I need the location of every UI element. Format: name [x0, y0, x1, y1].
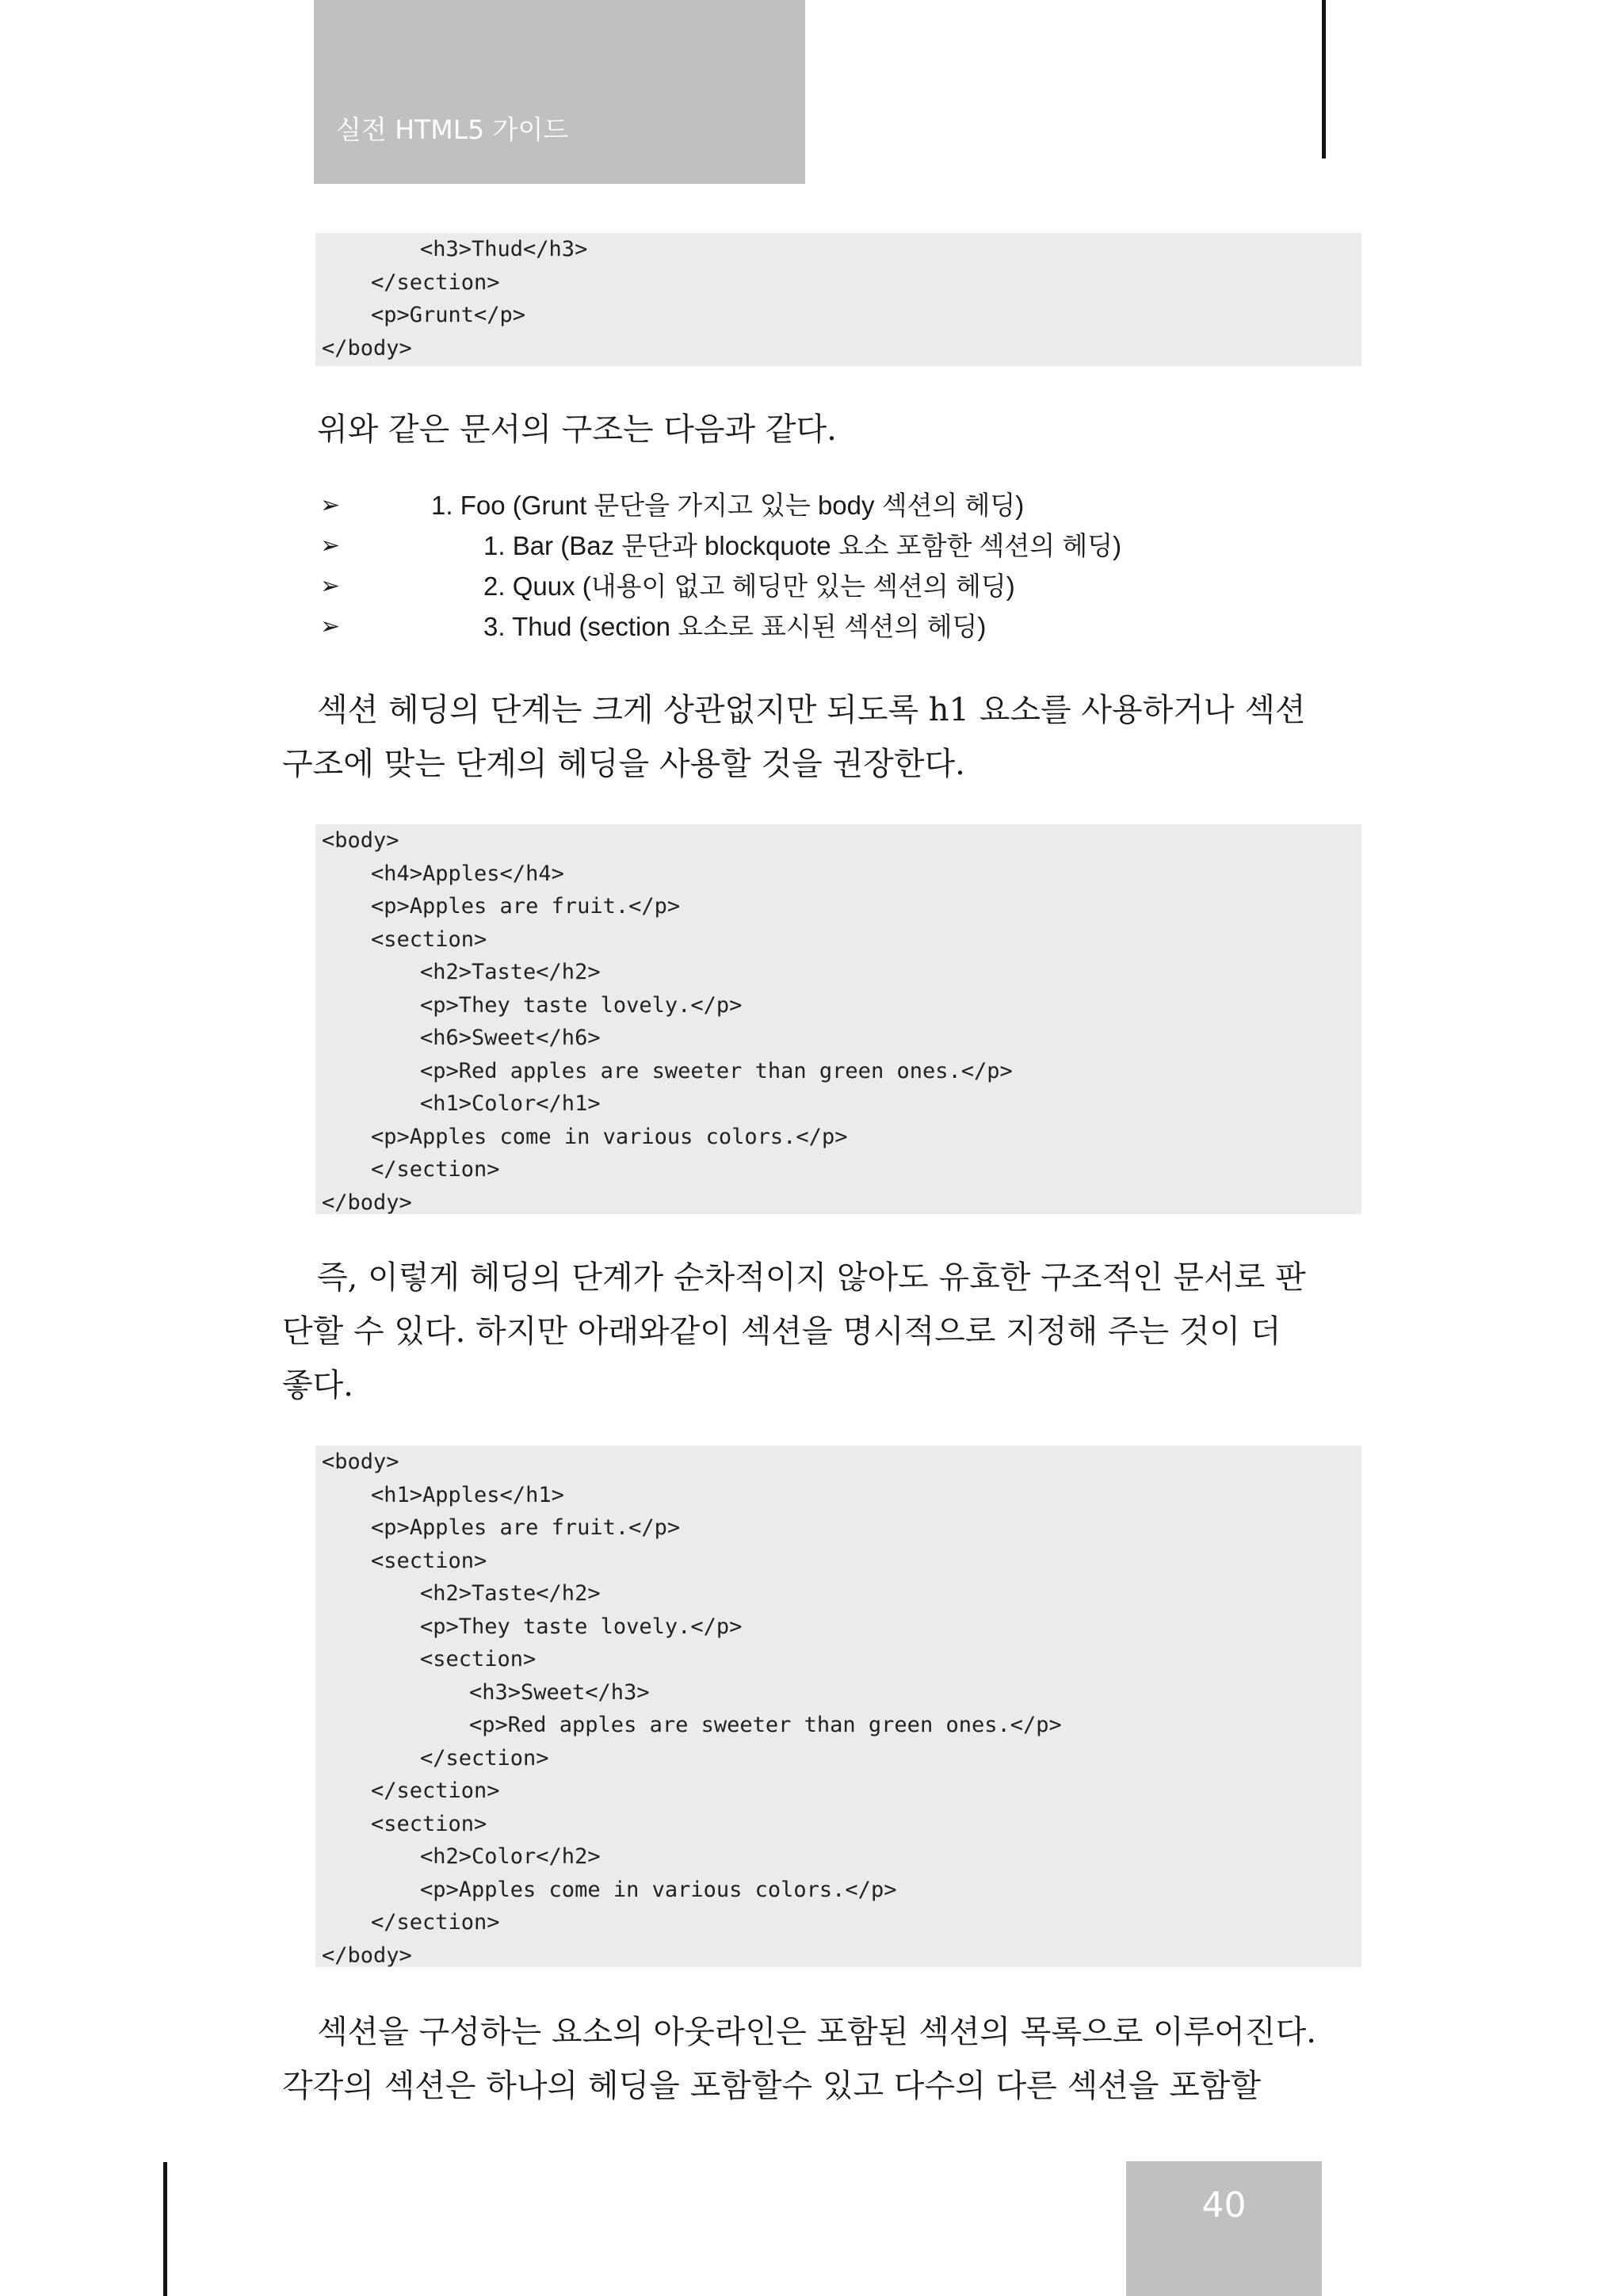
paragraph-line: 위와 같은 문서의 구조는 다음과 같다. [317, 411, 837, 448]
code-line: <h1>Apples</h1> [371, 1482, 564, 1507]
top-vertical-rule [1322, 0, 1326, 159]
code-line: <p>They taste lovely.</p> [420, 1614, 743, 1639]
arrow-bullet-icon: ➢ [320, 572, 341, 600]
code-line: <h2>Taste</h2> [420, 960, 601, 984]
code-block [315, 1446, 1361, 1967]
code-line: <p>Apples come in various colors.</p> [420, 1877, 897, 1902]
page-number: 40 [1201, 2185, 1247, 2225]
code-line: </body> [322, 335, 412, 361]
code-line: </section> [371, 1157, 500, 1182]
code-line: </section> [371, 269, 500, 295]
arrow-bullet-icon: ➢ [320, 613, 341, 640]
code-line: <h2>Color</h2> [420, 1844, 601, 1869]
code-line: <h3>Thud</h3> [420, 237, 588, 262]
paragraph-line: 각각의 섹션은 하나의 헤딩을 포함할수 있고 다수의 다른 섹션을 포함할 [282, 2068, 1261, 2104]
body-paragraph [282, 403, 1392, 457]
list-item [320, 606, 1350, 647]
arrow-bullet-icon: ➢ [320, 491, 341, 519]
code-line: <h3>Sweet</h3> [469, 1679, 650, 1705]
list-item [320, 566, 1350, 606]
code-line: <h6>Sweet</h6> [420, 1026, 601, 1050]
list-item [320, 525, 1350, 566]
code-line: <section> [420, 1647, 537, 1671]
body-paragraph [282, 1251, 1392, 1412]
paragraph-line: 즉, 이렇게 헤딩의 단계가 순차적이지 않아도 유효한 구조적인 문서로 판 [317, 1259, 1306, 1296]
paragraph-line: 구조에 맞는 단계의 헤딩을 사용할 것을 권장한다. [282, 746, 965, 782]
code-line: </body> [322, 1943, 412, 1968]
list-item [320, 485, 1350, 525]
paragraph-line: 섹션을 구성하는 요소의 아웃라인은 포함된 섹션의 목록으로 이루어진다. [317, 2014, 1316, 2050]
code-line: </body> [322, 1190, 412, 1215]
book-title: 실전 HTML5 가이드 [336, 114, 569, 145]
list-item-text: 2. Quux (내용이 없고 헤딩만 있는 섹션의 헤딩) [483, 571, 1015, 601]
arrow-bullet-icon: ➢ [320, 532, 341, 560]
code-line: <p>They taste lovely.</p> [420, 992, 743, 1018]
bottom-vertical-rule [163, 2162, 167, 2296]
list-item-text: 1. Bar (Baz 문단과 blockquote 요소 포함한 섹션의 헤딩) [483, 531, 1122, 560]
code-block [315, 233, 1361, 366]
outline-list [320, 485, 1350, 647]
code-line: </section> [371, 1778, 500, 1803]
code-line: <p>Red apples are sweeter than green ones.</p> [420, 1058, 1013, 1083]
body-paragraph [282, 2005, 1392, 2113]
code-line: <section> [371, 926, 487, 952]
code-line: <h2>Taste</h2> [420, 1581, 601, 1606]
code-line: <body> [322, 828, 399, 853]
code-line: <p>Apples are fruit.</p> [371, 894, 681, 919]
page-number-box [1126, 2161, 1322, 2296]
code-line: </section> [420, 1745, 549, 1771]
running-header [314, 0, 805, 184]
code-line: <p>Apples come in various colors.</p> [371, 1124, 848, 1149]
code-line: <p>Grunt</p> [371, 303, 526, 327]
code-line: <h4>Apples</h4> [371, 861, 564, 886]
list-item-text: 3. Thud (section 요소로 표시된 섹션의 헤딩) [483, 612, 987, 641]
code-line: <section> [371, 1811, 487, 1836]
paragraph-line: 단할 수 있다. 하지만 아래와같이 섹션을 명시적으로 지정해 주는 것이 더 [282, 1313, 1281, 1350]
paragraph-line: 섹션 헤딩의 단계는 크게 상관없지만 되도록 h1 요소를 사용하거나 섹션 [317, 692, 1306, 728]
code-line: <p>Apples are fruit.</p> [371, 1515, 681, 1540]
code-line: <p>Red apples are sweeter than green ones.</p> [469, 1713, 1062, 1737]
list-item-text: 1. Foo (Grunt 문단을 가지고 있는 body 섹션의 헤딩) [431, 491, 1025, 520]
code-line: </section> [371, 1910, 500, 1935]
code-block [315, 824, 1361, 1214]
code-line: <body> [322, 1450, 399, 1474]
code-line: <section> [371, 1548, 487, 1573]
paragraph-line: 좋다. [282, 1367, 353, 1404]
code-line: <h1>Color</h1> [420, 1091, 601, 1116]
body-paragraph [282, 683, 1392, 791]
